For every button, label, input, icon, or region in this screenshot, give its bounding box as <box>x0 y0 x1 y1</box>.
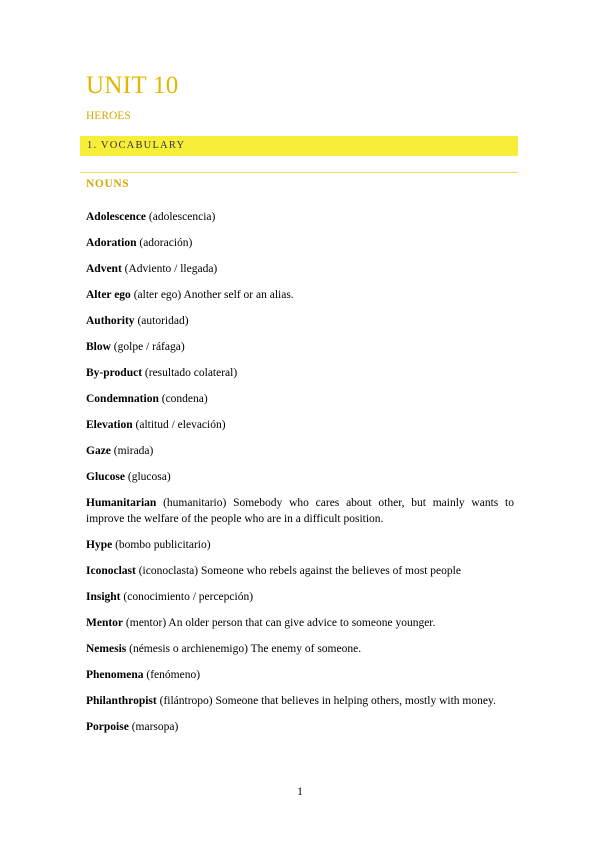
vocabulary-term: Hype <box>86 539 113 552</box>
vocabulary-term: Philanthropist <box>86 695 157 708</box>
vocabulary-entry <box>86 719 514 735</box>
divider <box>80 172 518 173</box>
vocabulary-entry <box>86 615 514 631</box>
vocabulary-definition: (iconoclasta) Someone who rebels against the believes of most people <box>135 565 461 578</box>
unit-title: UNIT 10 <box>86 72 179 99</box>
vocabulary-term: Insight <box>86 591 121 604</box>
vocabulary-term: Alter ego <box>86 289 131 301</box>
page-number: 1 <box>297 786 303 798</box>
vocabulary-entry <box>86 287 514 303</box>
vocabulary-definition: (mirada) <box>110 445 154 457</box>
vocabulary-definition: (autoridad) <box>134 315 189 327</box>
vocabulary-entry <box>86 209 514 225</box>
vocabulary-entry <box>86 417 514 433</box>
vocabulary-definition: (bombo publicitario) <box>112 539 211 552</box>
vocabulary-entry <box>86 313 514 329</box>
vocabulary-entry <box>86 641 514 657</box>
vocabulary-definition: (filántropo) Someone that believes in helping others, mostly with money. <box>156 695 496 708</box>
vocabulary-entry <box>86 469 514 485</box>
vocabulary-definition: (golpe / ráfaga) <box>110 341 185 353</box>
vocabulary-term: Authority <box>86 315 135 327</box>
vocabulary-term: Adoration <box>86 237 137 249</box>
vocabulary-term: Phenomena <box>86 669 144 682</box>
vocabulary-definition: (mentor) An older person that can give advice to someone younger. <box>123 617 436 630</box>
section-heading: 1. VOCABULARY <box>87 140 186 151</box>
vocabulary-definition: (adoración) <box>136 237 193 249</box>
vocabulary-entry <box>86 495 514 527</box>
vocabulary-entry <box>86 365 514 381</box>
vocabulary-term: Elevation <box>86 419 133 431</box>
vocabulary-term: Nemesis <box>86 643 127 656</box>
vocabulary-entry <box>86 443 514 459</box>
vocabulary-entry <box>86 235 514 251</box>
vocabulary-term: Glucose <box>86 471 125 483</box>
vocabulary-definition: (altitud / elevación) <box>132 419 226 431</box>
vocabulary-term: Blow <box>86 341 111 353</box>
vocabulary-entry <box>86 537 514 553</box>
vocabulary-definition: (fenómeno) <box>143 669 201 682</box>
vocabulary-definition: (conocimiento / percepción) <box>120 591 254 604</box>
vocabulary-term: Gaze <box>86 445 111 457</box>
vocabulary-term: Humanitarian <box>86 497 157 509</box>
vocabulary-term: By-product <box>86 367 143 379</box>
vocabulary-definition: (humanitario) Somebody who cares about other, but mainly wants to improve the welfare of the people who are in a difficult position. <box>86 497 514 526</box>
vocabulary-definition: (resultado colateral) <box>142 367 238 379</box>
vocabulary-term: Adolescence <box>86 211 147 223</box>
section-heading-band <box>80 136 518 156</box>
vocabulary-term: Advent <box>86 263 122 275</box>
vocabulary-entry <box>86 391 514 407</box>
vocabulary-entry <box>86 589 514 605</box>
vocabulary-term: Condemnation <box>86 393 159 405</box>
vocabulary-term: Mentor <box>86 617 124 630</box>
vocabulary-list <box>86 209 514 745</box>
vocabulary-term: Porpoise <box>86 721 129 734</box>
vocabulary-definition: (adolescencia) <box>146 211 216 223</box>
vocabulary-definition: (alter ego) Another self or an alias. <box>130 289 294 301</box>
unit-subtitle: HEROES <box>86 110 131 122</box>
vocabulary-definition: (Adviento / llegada) <box>121 263 218 275</box>
vocabulary-entry <box>86 339 514 355</box>
vocabulary-definition: (glucosa) <box>124 471 171 483</box>
vocabulary-definition: (condena) <box>158 393 208 405</box>
vocabulary-definition: (marsopa) <box>128 721 179 734</box>
vocabulary-entry <box>86 667 514 683</box>
vocabulary-entry <box>86 261 514 277</box>
vocabulary-definition: (némesis o archienemigo) The enemy of someone. <box>126 643 362 656</box>
vocabulary-entry <box>86 693 514 709</box>
vocabulary-term: Iconoclast <box>86 565 136 578</box>
nouns-heading: NOUNS <box>86 178 130 190</box>
vocabulary-entry <box>86 563 514 579</box>
